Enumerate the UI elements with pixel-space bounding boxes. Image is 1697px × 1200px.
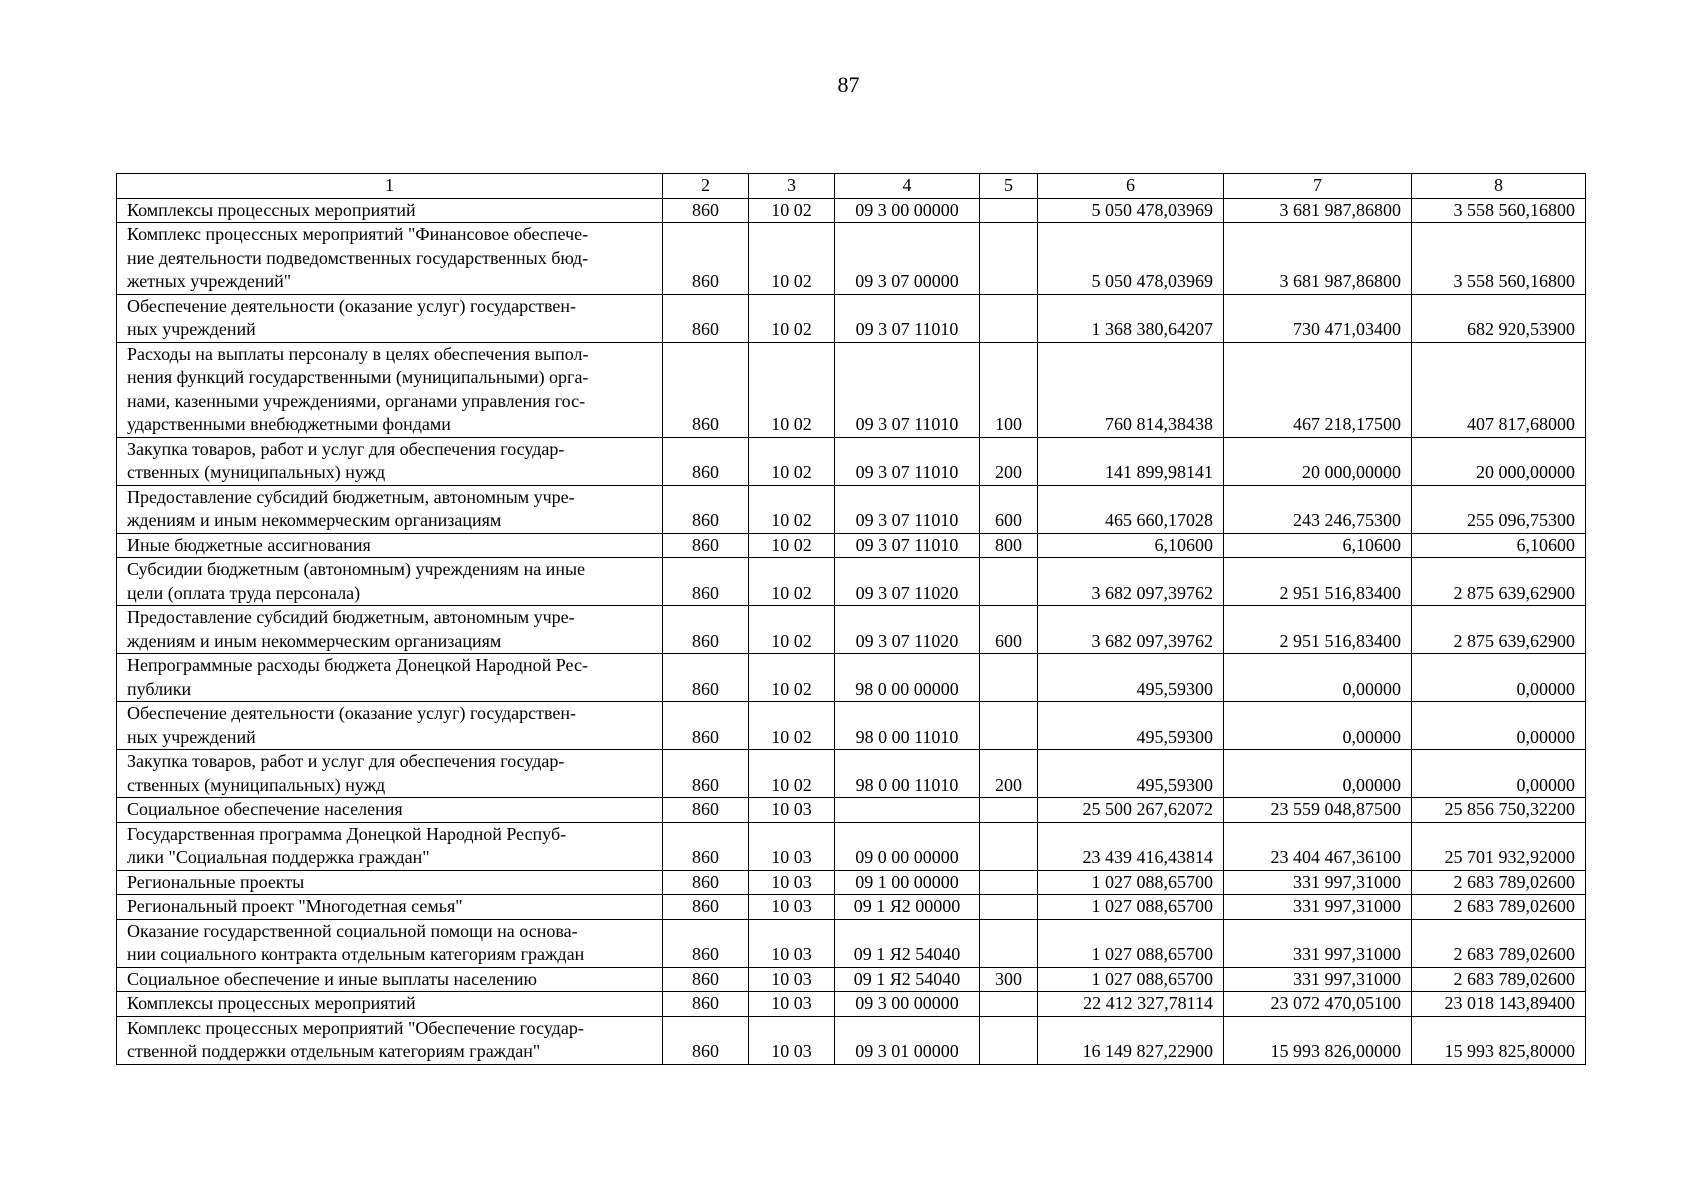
amount-col6-cell: 495,59300	[1038, 702, 1224, 750]
amount-col6-cell: 495,59300	[1038, 654, 1224, 702]
row-name-line: ственных (муниципальных) нужд	[127, 774, 386, 795]
amount-col6-cell: 3 682 097,39762	[1038, 606, 1224, 654]
header-cell: 8	[1412, 174, 1586, 199]
row-name-cell	[117, 822, 663, 870]
section-code-cell: 10 03	[749, 992, 835, 1017]
row-name-line: Предоставление субсидий бюджетным, автономным учре-	[127, 486, 575, 507]
target-article-cell: 98 0 00 11010	[835, 750, 980, 798]
amount-col7-cell: 3 681 987,86800	[1224, 223, 1412, 295]
expense-type-cell	[980, 798, 1038, 823]
header-cell: 4	[835, 174, 980, 199]
amount-col8-cell: 682 920,53900	[1412, 294, 1586, 342]
row-name-line: Комплексы процессных мероприятий	[127, 993, 416, 1013]
row-name-cell	[117, 342, 663, 437]
amount-col8-cell: 20 000,00000	[1412, 437, 1586, 485]
amount-col7-cell: 3 681 987,86800	[1224, 198, 1412, 223]
table-row	[117, 967, 1586, 992]
target-article-cell: 09 3 07 11010	[835, 437, 980, 485]
row-name-line: ственной поддержки отдельным категориям граждан"	[127, 1041, 541, 1061]
header-cell: 1	[117, 174, 663, 199]
amount-col8-cell: 0,00000	[1412, 750, 1586, 798]
row-name-line: Обеспечение деятельности (оказание услуг) государствен-	[127, 703, 577, 723]
amount-col8-cell: 3 558 560,16800	[1412, 198, 1586, 223]
amount-col7-cell: 331 997,31000	[1224, 919, 1412, 967]
row-name-cell	[117, 870, 663, 895]
expense-type-cell	[980, 558, 1038, 606]
header-cell: 5	[980, 174, 1038, 199]
amount-col6-cell: 141 899,98141	[1038, 437, 1224, 485]
table-row	[117, 533, 1586, 558]
table-row	[117, 919, 1586, 967]
row-name-line: Региональный проект "Многодетная семья"	[127, 896, 463, 916]
amount-col6-cell: 1 368 380,64207	[1038, 294, 1224, 342]
ministry-code-cell: 860	[663, 822, 749, 870]
amount-col6-cell: 1 027 088,65700	[1038, 919, 1224, 967]
ministry-code-cell: 860	[663, 992, 749, 1017]
target-article-cell: 98 0 00 11010	[835, 702, 980, 750]
section-code-cell: 10 02	[749, 342, 835, 437]
section-code-cell: 10 02	[749, 654, 835, 702]
table-row	[117, 294, 1586, 342]
amount-col6-cell: 16 149 827,22900	[1038, 1016, 1224, 1064]
table-row	[117, 822, 1586, 870]
section-code-cell: 10 02	[749, 437, 835, 485]
amount-col6-cell: 465 660,17028	[1038, 485, 1224, 533]
target-article-cell: 09 3 07 11010	[835, 294, 980, 342]
section-code-cell: 10 02	[749, 533, 835, 558]
ministry-code-cell: 860	[663, 1016, 749, 1064]
amount-col6-cell: 3 682 097,39762	[1038, 558, 1224, 606]
target-article-cell	[835, 798, 980, 823]
expense-type-cell: 200	[980, 437, 1038, 485]
target-article-cell: 09 1 Я2 54040	[835, 967, 980, 992]
section-code-cell: 10 02	[749, 606, 835, 654]
row-name-line: Обеспечение деятельности (оказание услуг) государствен-	[127, 295, 577, 316]
amount-col8-cell: 0,00000	[1412, 702, 1586, 750]
table-row	[117, 1016, 1586, 1064]
row-name-cell	[117, 798, 663, 823]
amount-col7-cell: 0,00000	[1224, 750, 1412, 798]
amount-col8-cell: 2 875 639,62900	[1412, 606, 1586, 654]
amount-col7-cell: 23 559 048,87500	[1224, 798, 1412, 823]
amount-col7-cell: 20 000,00000	[1224, 437, 1412, 485]
table-row	[117, 798, 1586, 823]
amount-col6-cell: 1 027 088,65700	[1038, 967, 1224, 992]
expense-type-cell: 600	[980, 606, 1038, 654]
section-code-cell: 10 03	[749, 919, 835, 967]
amount-col8-cell: 407 817,68000	[1412, 342, 1586, 437]
expense-type-cell: 300	[980, 967, 1038, 992]
row-name-line: Комплекс процессных мероприятий "Финансовое обеспече-	[127, 224, 589, 244]
row-name-line: Предоставление субсидий бюджетным, автономным учре-	[127, 607, 575, 627]
row-name-line: нами, казенными учреждениями, органами управления гос-	[127, 390, 586, 411]
row-name-line: Государственная программа Донецкой Народной Респуб-	[127, 823, 567, 844]
section-code-cell: 10 02	[749, 223, 835, 295]
row-name-cell	[117, 919, 663, 967]
amount-col8-cell: 3 558 560,16800	[1412, 223, 1586, 295]
table-row	[117, 654, 1586, 702]
section-code-cell: 10 02	[749, 485, 835, 533]
amount-col7-cell: 243 246,75300	[1224, 485, 1412, 533]
section-code-cell: 10 03	[749, 798, 835, 823]
expense-type-cell: 800	[980, 533, 1038, 558]
amount-col8-cell: 15 993 825,80000	[1412, 1016, 1586, 1064]
table-row	[117, 342, 1586, 437]
row-name-line: Социальное обеспечение и иные выплаты населению	[127, 968, 537, 989]
ministry-code-cell: 860	[663, 895, 749, 920]
table-row	[117, 702, 1586, 750]
table-row	[117, 750, 1586, 798]
amount-col8-cell: 255 096,75300	[1412, 485, 1586, 533]
amount-col6-cell: 1 027 088,65700	[1038, 870, 1224, 895]
amount-col7-cell: 331 997,31000	[1224, 967, 1412, 992]
column-number-header	[117, 174, 1586, 199]
target-article-cell: 09 3 07 11020	[835, 558, 980, 606]
expense-type-cell	[980, 895, 1038, 920]
expense-type-cell	[980, 1016, 1038, 1064]
row-name-cell	[117, 223, 663, 295]
target-article-cell: 09 3 01 00000	[835, 1016, 980, 1064]
target-article-cell: 09 1 Я2 54040	[835, 919, 980, 967]
row-name-line: цели (оплата труда персонала)	[127, 582, 361, 603]
row-name-cell	[117, 895, 663, 920]
row-name-cell	[117, 702, 663, 750]
ministry-code-cell: 860	[663, 870, 749, 895]
row-name-line: ждениям и иным некоммерческим организациям	[127, 630, 502, 651]
row-name-line: Региональные проекты	[127, 871, 305, 892]
row-name-line: Оказание государственной социальной помощи на основа-	[127, 920, 578, 941]
amount-col7-cell: 15 993 826,00000	[1224, 1016, 1412, 1064]
amount-col8-cell: 0,00000	[1412, 654, 1586, 702]
amount-col8-cell: 2 683 789,02600	[1412, 967, 1586, 992]
row-name-line: Расходы на выплаты персоналу в целях обеспечения выпол-	[127, 343, 589, 364]
table-row	[117, 606, 1586, 654]
ministry-code-cell: 860	[663, 437, 749, 485]
section-code-cell: 10 03	[749, 1016, 835, 1064]
row-name-line: ударственными внебюджетными фондами	[127, 414, 451, 434]
row-name-cell	[117, 533, 663, 558]
ministry-code-cell: 860	[663, 750, 749, 798]
amount-col8-cell: 6,10600	[1412, 533, 1586, 558]
ministry-code-cell: 860	[663, 967, 749, 992]
target-article-cell: 09 3 07 11010	[835, 342, 980, 437]
target-article-cell: 09 3 00 00000	[835, 992, 980, 1017]
section-code-cell: 10 02	[749, 750, 835, 798]
page-number: 87	[837, 72, 860, 97]
amount-col6-cell: 23 439 416,43814	[1038, 822, 1224, 870]
row-name-line: ждениям и иным некоммерческим организациям	[127, 510, 502, 530]
row-name-line: Комплексы процессных мероприятий	[127, 199, 416, 220]
row-name-line: Комплекс процессных мероприятий "Обеспечение государ-	[127, 1017, 584, 1038]
amount-col6-cell: 25 500 267,62072	[1038, 798, 1224, 823]
amount-col7-cell: 23 072 470,05100	[1224, 992, 1412, 1017]
amount-col7-cell: 730 471,03400	[1224, 294, 1412, 342]
amount-col7-cell: 467 218,17500	[1224, 342, 1412, 437]
row-name-line: Непрограммные расходы бюджета Донецкой Народной Рес-	[127, 655, 588, 675]
row-name-cell	[117, 606, 663, 654]
amount-col7-cell: 0,00000	[1224, 702, 1412, 750]
amount-col8-cell: 2 683 789,02600	[1412, 870, 1586, 895]
amount-col7-cell: 6,10600	[1224, 533, 1412, 558]
expense-type-cell	[980, 654, 1038, 702]
table-row	[117, 485, 1586, 533]
row-name-cell	[117, 967, 663, 992]
amount-col6-cell: 5 050 478,03969	[1038, 198, 1224, 223]
expense-type-cell	[980, 223, 1038, 295]
row-name-line: ние деятельности подведомственных государственных бюд-	[127, 247, 589, 268]
amount-col6-cell: 760 814,38438	[1038, 342, 1224, 437]
table-row	[117, 870, 1586, 895]
ministry-code-cell: 860	[663, 654, 749, 702]
table-row	[117, 223, 1586, 295]
target-article-cell: 98 0 00 00000	[835, 654, 980, 702]
row-name-cell	[117, 294, 663, 342]
amount-col7-cell: 23 404 467,36100	[1224, 822, 1412, 870]
amount-col8-cell: 23 018 143,89400	[1412, 992, 1586, 1017]
ministry-code-cell: 860	[663, 702, 749, 750]
amount-col6-cell: 5 050 478,03969	[1038, 223, 1224, 295]
ministry-code-cell: 860	[663, 919, 749, 967]
expense-type-cell	[980, 294, 1038, 342]
section-code-cell: 10 03	[749, 967, 835, 992]
header-cell: 3	[749, 174, 835, 199]
ministry-code-cell: 860	[663, 798, 749, 823]
ministry-code-cell: 860	[663, 485, 749, 533]
row-name-line: Иные бюджетные ассигнования	[127, 534, 371, 555]
header-cell: 6	[1038, 174, 1224, 199]
table-body	[117, 198, 1586, 1064]
ministry-code-cell: 860	[663, 198, 749, 223]
row-name-cell	[117, 1016, 663, 1064]
row-name-line: жетных учреждений"	[127, 271, 292, 291]
expense-type-cell: 600	[980, 485, 1038, 533]
row-name-line: ственных (муниципальных) нужд	[127, 462, 386, 482]
row-name-line: Закупка товаров, работ и услуг для обеспечения государ-	[127, 751, 565, 771]
row-name-line: ных учреждений	[127, 319, 256, 339]
row-name-line: Субсидии бюджетным (автономным) учреждениям на иные	[127, 559, 586, 579]
ministry-code-cell: 860	[663, 606, 749, 654]
amount-col8-cell: 2 875 639,62900	[1412, 558, 1586, 606]
section-code-cell: 10 03	[749, 895, 835, 920]
table-row	[117, 558, 1586, 606]
expense-type-cell: 100	[980, 342, 1038, 437]
section-code-cell: 10 03	[749, 822, 835, 870]
table-row	[117, 198, 1586, 223]
ministry-code-cell: 860	[663, 533, 749, 558]
ministry-code-cell: 860	[663, 558, 749, 606]
section-code-cell: 10 02	[749, 294, 835, 342]
row-name-line: ных учреждений	[127, 726, 256, 747]
target-article-cell: 09 3 00 00000	[835, 198, 980, 223]
row-name-line: Социальное обеспечение населения	[127, 799, 403, 819]
target-article-cell: 09 3 07 11010	[835, 485, 980, 533]
row-name-line: лики "Социальная поддержка граждан"	[127, 847, 430, 867]
amount-col8-cell: 2 683 789,02600	[1412, 895, 1586, 920]
ministry-code-cell: 860	[663, 294, 749, 342]
row-name-line: Закупка товаров, работ и услуг для обеспечения государ-	[127, 438, 565, 459]
expense-type-cell	[980, 919, 1038, 967]
target-article-cell: 09 3 07 11010	[835, 533, 980, 558]
budget-table	[116, 173, 1586, 1065]
amount-col6-cell: 22 412 327,78114	[1038, 992, 1224, 1017]
row-name-line: нии социального контракта отдельным категориям граждан	[127, 944, 585, 964]
expense-type-cell	[980, 870, 1038, 895]
row-name-cell	[117, 437, 663, 485]
expense-type-cell	[980, 702, 1038, 750]
table-row	[117, 895, 1586, 920]
expense-type-cell	[980, 822, 1038, 870]
ministry-code-cell: 860	[663, 342, 749, 437]
row-name-line: публики	[127, 678, 192, 699]
amount-col7-cell: 331 997,31000	[1224, 870, 1412, 895]
section-code-cell: 10 02	[749, 558, 835, 606]
amount-col6-cell: 1 027 088,65700	[1038, 895, 1224, 920]
amount-col8-cell: 2 683 789,02600	[1412, 919, 1586, 967]
row-name-cell	[117, 992, 663, 1017]
expense-type-cell	[980, 992, 1038, 1017]
header-cell: 2	[663, 174, 749, 199]
amount-col7-cell: 2 951 516,83400	[1224, 558, 1412, 606]
amount-col7-cell: 0,00000	[1224, 654, 1412, 702]
amount-col6-cell: 6,10600	[1038, 533, 1224, 558]
section-code-cell: 10 02	[749, 198, 835, 223]
header-cell: 7	[1224, 174, 1412, 199]
expense-type-cell: 200	[980, 750, 1038, 798]
amount-col6-cell: 495,59300	[1038, 750, 1224, 798]
row-name-cell	[117, 558, 663, 606]
target-article-cell: 09 0 00 00000	[835, 822, 980, 870]
amount-col7-cell: 331 997,31000	[1224, 895, 1412, 920]
ministry-code-cell: 860	[663, 223, 749, 295]
row-name-cell	[117, 654, 663, 702]
table-row	[117, 992, 1586, 1017]
target-article-cell: 09 3 07 00000	[835, 223, 980, 295]
row-name-cell	[117, 198, 663, 223]
row-name-cell	[117, 750, 663, 798]
expense-type-cell	[980, 198, 1038, 223]
row-name-cell	[117, 485, 663, 533]
row-name-line: нения функций государственными (муниципальными) орга-	[127, 367, 589, 387]
target-article-cell: 09 3 07 11020	[835, 606, 980, 654]
amount-col8-cell: 25 701 932,92000	[1412, 822, 1586, 870]
section-code-cell: 10 03	[749, 870, 835, 895]
target-article-cell: 09 1 Я2 00000	[835, 895, 980, 920]
amount-col7-cell: 2 951 516,83400	[1224, 606, 1412, 654]
section-code-cell: 10 02	[749, 702, 835, 750]
table-row	[117, 437, 1586, 485]
target-article-cell: 09 1 00 00000	[835, 870, 980, 895]
amount-col8-cell: 25 856 750,32200	[1412, 798, 1586, 823]
